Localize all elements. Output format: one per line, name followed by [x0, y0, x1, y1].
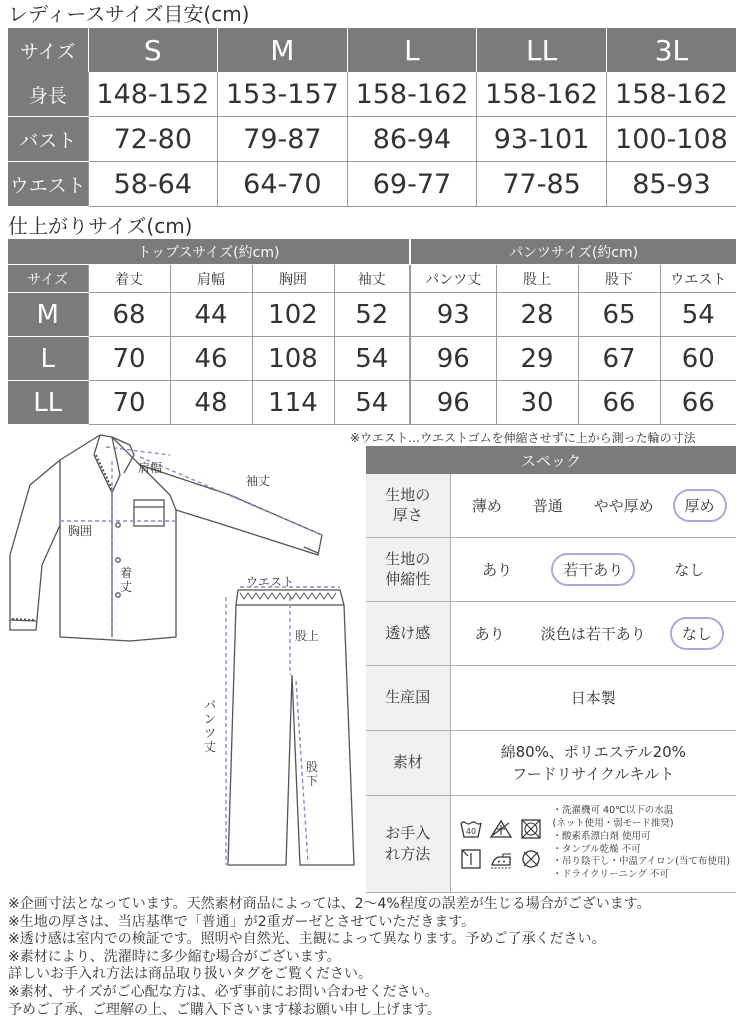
- column-header: 股下: [578, 265, 660, 293]
- pants-group-header: パンツサイズ(約cm): [410, 239, 736, 265]
- table-cell: 52: [334, 293, 410, 337]
- spec-label: 生産国: [366, 665, 450, 730]
- column-header: 肩幅: [170, 265, 252, 293]
- spec-title: スペック: [366, 446, 736, 474]
- garment-diagram: [0, 425, 366, 895]
- footer-notes: [8, 896, 738, 1019]
- table-cell: 108: [252, 337, 334, 381]
- table-cell: 100-108: [606, 117, 736, 162]
- spec-row-thickness: [366, 474, 736, 537]
- table-cell: 48: [170, 381, 252, 425]
- label-pants-length: パンツ丈: [204, 698, 217, 754]
- table-cell: 153-157: [218, 72, 348, 117]
- table-row: [8, 117, 736, 162]
- material-line: 綿80%、ポリエステル20%: [500, 742, 686, 761]
- spec-row-care: [366, 795, 736, 892]
- label-shoulder: 肩幅: [138, 461, 163, 475]
- table-row: [8, 381, 736, 425]
- spec-option: あり: [482, 560, 513, 579]
- note-line: 予めご了承、ご理解の上、ご購入下さいます様お願い申し上げます。: [8, 1001, 441, 1018]
- header-cell: 3L: [606, 28, 736, 72]
- shirt-outline: [10, 435, 322, 641]
- note-line: ※素材により、洗濯時に多少縮む場合がございます。: [8, 948, 341, 965]
- waist-note: ※ウエスト…ウエストゴムを伸縮させずに上から測った輪の寸法: [350, 431, 696, 445]
- column-header: 着丈: [88, 265, 170, 293]
- table-cell: 65: [578, 293, 660, 337]
- table-cell: 60: [660, 337, 736, 381]
- table-cell: 96: [410, 337, 496, 381]
- table-cell: 158-162: [477, 72, 607, 117]
- table-cell: 58-64: [88, 162, 218, 207]
- finished-size-title: 仕上がりサイズ(cm): [8, 214, 193, 238]
- care-line: (ネット使用・弱モード推奨): [552, 817, 674, 829]
- table-cell: 29: [496, 337, 578, 381]
- table-cell: 70: [88, 337, 170, 381]
- table-cell: 54: [334, 337, 410, 381]
- column-header: 胸囲: [252, 265, 334, 293]
- table-cell: 28: [496, 293, 578, 337]
- table-cell: 46: [170, 337, 252, 381]
- header-cell: LL: [477, 28, 607, 72]
- spec-option-selected: 若干あり: [551, 553, 635, 586]
- hang-dry-shade-icon: [459, 849, 483, 869]
- label-chest: 胸囲: [68, 524, 93, 538]
- table-cell: 158-162: [606, 72, 736, 117]
- material-line: フードリサイクルキルト: [512, 764, 675, 783]
- shirt-piping: [12, 455, 112, 620]
- no-bleach-chlorine-icon: [489, 819, 513, 839]
- column-header: 袖丈: [334, 265, 410, 293]
- table-cell: 64-70: [218, 162, 348, 207]
- note-line: ※透け感は室内での検証です。照明や自然光、主観によって異なります。予めご了承ください。: [8, 931, 606, 948]
- header-cell: サイズ: [8, 28, 88, 72]
- note-line: ※素材、サイズがご心配な方は、必ず事前にお問い合わせください。: [8, 983, 439, 1000]
- row-header: ウエスト: [8, 162, 88, 207]
- table-cell: 68: [88, 293, 170, 337]
- label-waist: ウエスト: [246, 575, 295, 589]
- spec-row-material: [366, 730, 736, 795]
- table-cell: 93-101: [477, 117, 607, 162]
- header-cell: L: [347, 28, 477, 72]
- shirt-measure-lines: [60, 447, 322, 637]
- table-cell: 77-85: [477, 162, 607, 207]
- table-row: [8, 162, 736, 207]
- table-cell: 30: [496, 381, 578, 425]
- table-row: [8, 72, 736, 117]
- size-guide-header-row: [8, 28, 736, 72]
- spec-option: 淡色は若干あり: [540, 624, 646, 643]
- care-line: ・酸素系漂白剤 使用可: [552, 830, 651, 842]
- spec-header-row: [366, 446, 736, 474]
- table-cell: 85-93: [606, 162, 736, 207]
- label-rise: 股上: [295, 629, 320, 643]
- table-cell: 54: [334, 381, 410, 425]
- spec-row-stretch: [366, 537, 736, 601]
- no-tumble-dry-icon: [519, 819, 543, 839]
- column-header: サイズ: [8, 265, 88, 293]
- spec-label: 生地の伸縮性: [366, 537, 450, 601]
- table-cell: 66: [660, 381, 736, 425]
- table-cell: 72-80: [88, 117, 218, 162]
- row-header: LL: [8, 381, 88, 425]
- waist-elastic: [240, 593, 336, 599]
- table-cell: 158-162: [347, 72, 477, 117]
- column-header: ウエスト: [660, 265, 736, 293]
- spec-label: 素材: [366, 730, 450, 795]
- table-cell: 66: [578, 381, 660, 425]
- finished-size-table: [8, 239, 736, 425]
- spec-table: [366, 446, 736, 893]
- spec-label: 透け感: [366, 601, 450, 665]
- iron-medium-icon: [489, 849, 513, 869]
- table-cell: 69-77: [347, 162, 477, 207]
- label-sleeve: 袖丈: [246, 474, 271, 488]
- spec-row-origin: [366, 665, 736, 730]
- care-instructions: [553, 805, 731, 882]
- spec-label: お手入れ方法: [366, 795, 450, 892]
- spec-option: やや厚め: [593, 496, 654, 515]
- table-cell: 102: [252, 293, 334, 337]
- spec-option: 普通: [532, 496, 563, 515]
- spec-option: あり: [474, 624, 505, 643]
- note-line: ※生地の厚さは、当店基準で「普通」が2重ガーゼとさせていただきます。: [8, 913, 476, 930]
- wash-40-icon: [459, 819, 483, 839]
- group-header-row: [8, 239, 736, 265]
- table-row: [8, 293, 736, 337]
- spec-row-sheer: [366, 601, 736, 665]
- spec-label: 生地の厚さ: [366, 474, 450, 537]
- row-header: M: [8, 293, 88, 337]
- column-header: パンツ丈: [410, 265, 496, 293]
- row-header: バスト: [8, 117, 88, 162]
- note-line: 詳しいお手入れ方法は商品取り扱いタグをご覧ください。: [8, 966, 372, 983]
- spec-option-selected: なし: [670, 617, 724, 650]
- pants-measure-lines: [226, 587, 340, 865]
- care-line: ・タンブル乾燥 不可: [552, 843, 641, 855]
- table-cell: 67: [578, 337, 660, 381]
- row-header: 身長: [8, 72, 88, 117]
- origin-value: 日本製: [450, 665, 736, 730]
- table-cell: 96: [410, 381, 496, 425]
- table-cell: 148-152: [88, 72, 218, 117]
- label-inseam: 股下: [306, 760, 319, 788]
- table-cell: 70: [88, 381, 170, 425]
- spec-option-selected: 厚め: [673, 489, 727, 522]
- pants-outline: [228, 590, 354, 865]
- table-cell: 79-87: [218, 117, 348, 162]
- label-length: 着丈: [120, 566, 133, 594]
- table-row: [8, 337, 736, 381]
- column-header-row: [8, 265, 736, 293]
- size-guide-table: [8, 28, 736, 207]
- spec-option: 薄め: [471, 496, 502, 515]
- table-cell: 93: [410, 293, 496, 337]
- note-line: ※企画寸法となっています。天然素材商品によっては、2〜4%程度の誤差が生じる場合がございます。: [8, 896, 651, 912]
- care-line: ・吊り陰干し・中温アイロン(当て布使用): [552, 856, 731, 868]
- tops-group-header: トップスサイズ(約cm): [8, 239, 410, 265]
- spec-option: なし: [674, 560, 705, 579]
- table-cell: 114: [252, 381, 334, 425]
- size-guide-title: レディースサイズ目安(cm): [8, 2, 250, 26]
- header-cell: M: [218, 28, 348, 72]
- row-header: L: [8, 337, 88, 381]
- table-cell: 44: [170, 293, 252, 337]
- table-cell: 54: [660, 293, 736, 337]
- header-cell: S: [88, 28, 218, 72]
- column-header: 股上: [496, 265, 578, 293]
- no-dry-clean-icon: [519, 849, 543, 869]
- care-line: ・洗濯機可 40℃以下の水温: [552, 805, 674, 817]
- table-cell: 86-94: [347, 117, 477, 162]
- care-line: ・ドライクリーニング 不可: [552, 869, 669, 881]
- wash-temp: 40: [465, 826, 476, 836]
